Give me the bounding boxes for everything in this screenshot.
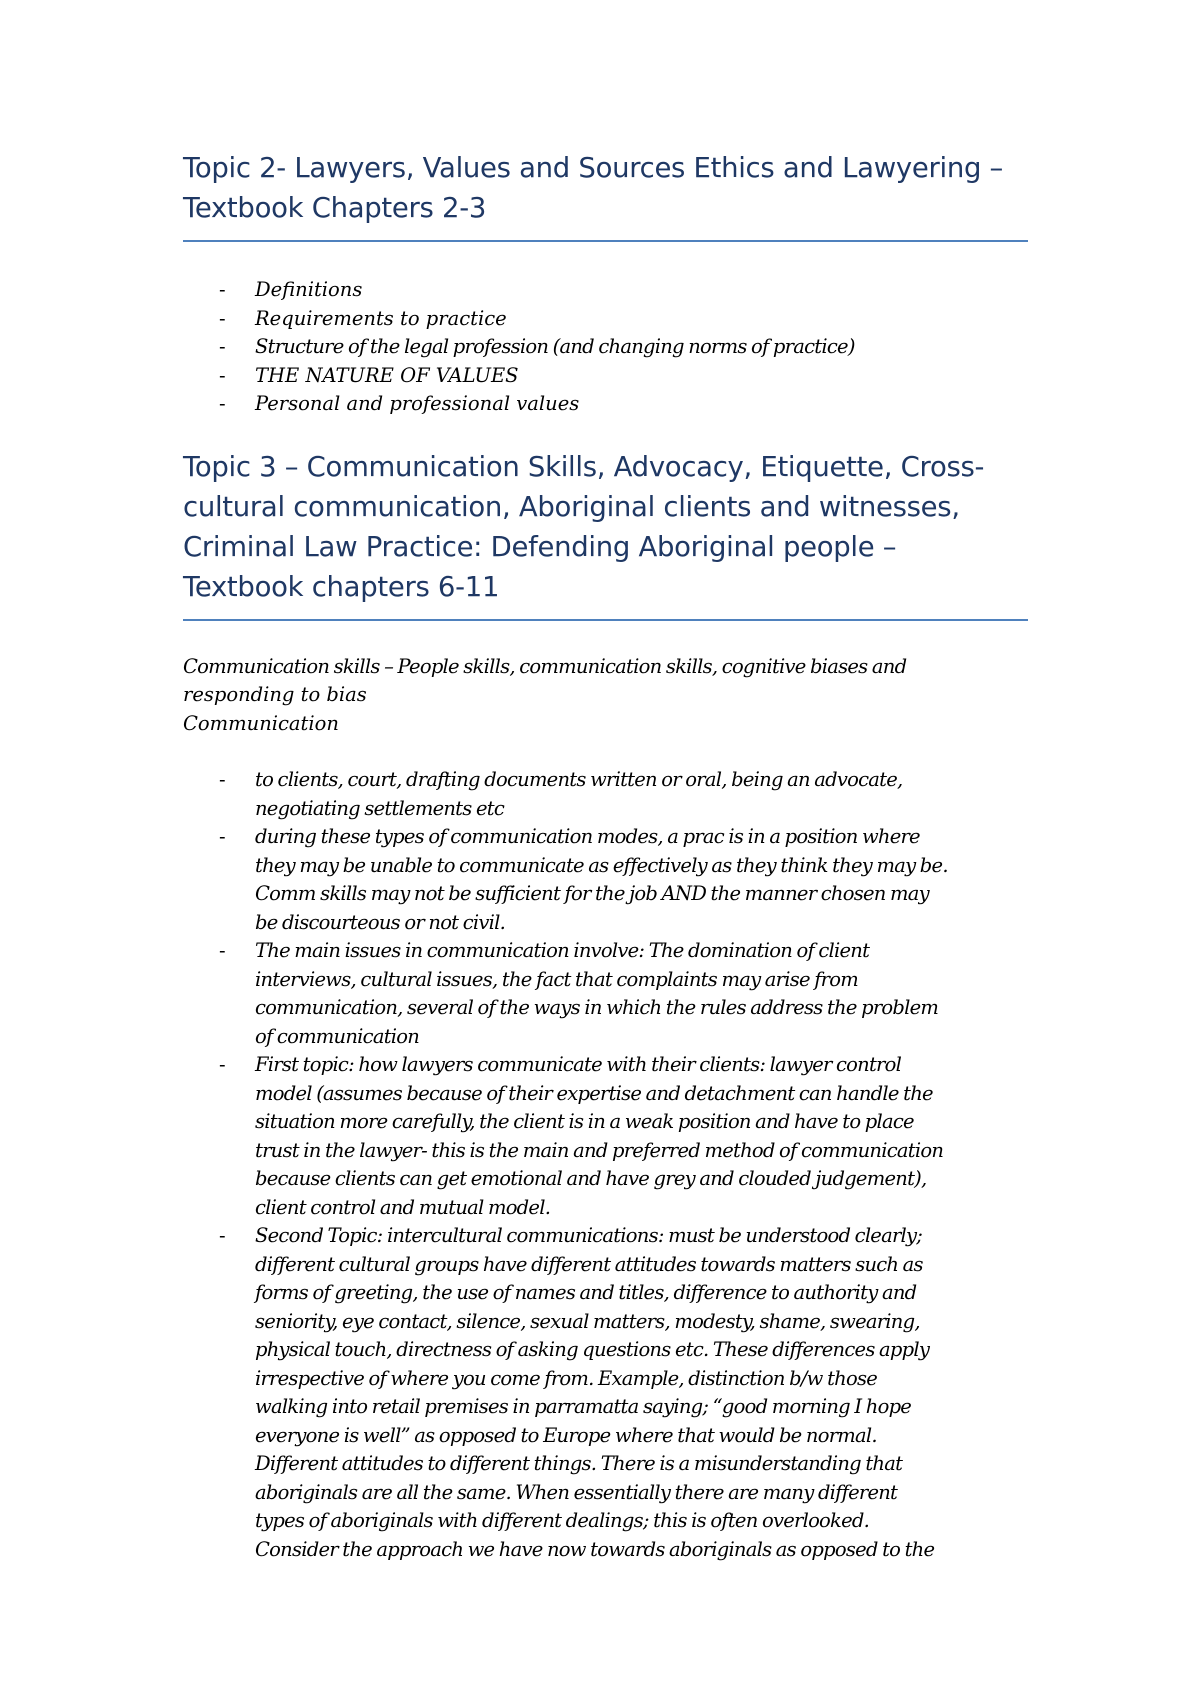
- list-item-line: because clients can get emotional and have grey and clouded judgement),: [255, 1167, 927, 1190]
- list-item-text: Structure of the legal profession (and changing norms of practice): [255, 335, 855, 358]
- topic3-heading-line: Topic 3 – Communication Skills, Advocacy, Etiquette, Cross-: [183, 450, 985, 483]
- topic2-bullet-list: [183, 276, 1028, 419]
- list-item-line: different cultural groups have different attitudes towards matters such as: [255, 1252, 923, 1276]
- list-item-line: The main issues in communication involve: The domination of client: [255, 939, 870, 962]
- bullet-dash: -: [219, 392, 226, 415]
- bullet-dash: -: [219, 768, 226, 791]
- list-item-line: Second Topic: intercultural communications: must be understood clearly;: [255, 1224, 923, 1247]
- list-item-line: interviews, cultural issues, the fact that complaints may arise from: [255, 967, 858, 991]
- list-item: [183, 276, 1028, 305]
- list-item-text: THE NATURE OF VALUES: [255, 363, 519, 387]
- bullet-dash: -: [219, 1053, 226, 1076]
- topic3-heading: [183, 447, 1028, 621]
- topic3-heading-line: Textbook chapters 6-11: [183, 570, 500, 603]
- list-item-line: be discourteous or not civil.: [255, 910, 506, 934]
- list-item-line: client control and mutual model.: [255, 1195, 551, 1219]
- list-item-line: trust in the lawyer- this is the main and preferred method of communication: [255, 1138, 944, 1162]
- topic3-heading-line: cultural communication, Aboriginal clients and witnesses,: [183, 490, 960, 523]
- list-item: [183, 1222, 1028, 1564]
- bullet-dash: -: [219, 306, 226, 330]
- list-item-text: Personal and professional values: [255, 392, 580, 415]
- list-item-line: communication, several of the ways in which the rules address the problem: [255, 996, 939, 1019]
- list-item: [183, 766, 1028, 823]
- list-item: [183, 362, 1028, 391]
- bullet-dash: -: [219, 1224, 226, 1247]
- bullet-dash: -: [219, 363, 226, 387]
- list-item: [183, 390, 1028, 419]
- list-item-line: types of aboriginals with different dealings; this is often overlooked.: [255, 1509, 870, 1532]
- list-item-line: seniority, eye contact, silence, sexual matters, modesty, shame, swearing,: [255, 1309, 920, 1333]
- list-item-line: they may be unable to communicate as effectively as they think they may be.: [255, 853, 948, 877]
- list-item-text: Requirements to practice: [255, 306, 507, 330]
- bullet-dash: -: [219, 335, 226, 358]
- topic3-intro: [183, 653, 1028, 739]
- bullet-dash: -: [219, 825, 226, 848]
- list-item-line: model (assumes because of their expertise and detachment can handle the: [255, 1081, 933, 1105]
- intro-line: Communication: [183, 711, 339, 735]
- list-item-line: Different attitudes to different things. There is a misunderstanding that: [255, 1452, 903, 1475]
- topic2-heading: [183, 148, 1028, 242]
- list-item: [183, 333, 1028, 362]
- list-item-line: walking into retail premises in parramatta saying; “good morning I hope: [255, 1395, 912, 1418]
- list-item-line: First topic: how lawyers communicate with their clients: lawyer control: [255, 1053, 902, 1076]
- list-item: [183, 305, 1028, 334]
- list-item-line: forms of greeting, the use of names and titles, difference to authority and: [255, 1281, 917, 1304]
- list-item-line: of communication: [255, 1024, 420, 1048]
- list-item-line: irrespective of where you come from. Example, distinction b/w those: [255, 1366, 878, 1390]
- bullet-dash: -: [219, 278, 226, 301]
- intro-line: Communication skills – People skills, communication skills, cognitive biases and: [183, 654, 907, 678]
- list-item-line: to clients, court, drafting documents written or oral, being an advocate,: [255, 768, 903, 791]
- list-item: [183, 823, 1028, 937]
- topic3-heading-line: Criminal Law Practice: Defending Aboriginal people –: [183, 530, 897, 563]
- topic2-heading-line: Textbook Chapters 2-3: [183, 192, 487, 224]
- topic2-heading-line: Topic 2- Lawyers, Values and Sources Ethics and Lawyering –: [183, 152, 1004, 184]
- intro-line: responding to bias: [183, 683, 367, 706]
- list-item-text: Definitions: [255, 278, 363, 301]
- list-item-line: everyone is well” as opposed to Europe where that would be normal.: [255, 1423, 877, 1447]
- list-item-line: during these types of communication modes, a prac is in a position where: [255, 825, 920, 848]
- list-item-line: negotiating settlements etc: [255, 796, 505, 820]
- list-item: [183, 937, 1028, 1051]
- list-item: [183, 1051, 1028, 1222]
- document-page: [183, 148, 1028, 1564]
- list-item-line: situation more carefully, the client is in a weak position and have to place: [255, 1110, 914, 1133]
- topic3-bullet-list: [183, 766, 1028, 1564]
- list-item-line: physical touch, directness of asking questions etc. These differences apply: [255, 1338, 930, 1361]
- list-item-line: Consider the approach we have now towards aboriginals as opposed to the: [255, 1537, 935, 1561]
- list-item-line: Comm skills may not be sufficient for the job AND the manner chosen may: [255, 882, 929, 905]
- list-item-line: aboriginals are all the same. When essentially there are many different: [255, 1480, 898, 1504]
- bullet-dash: -: [219, 939, 226, 962]
